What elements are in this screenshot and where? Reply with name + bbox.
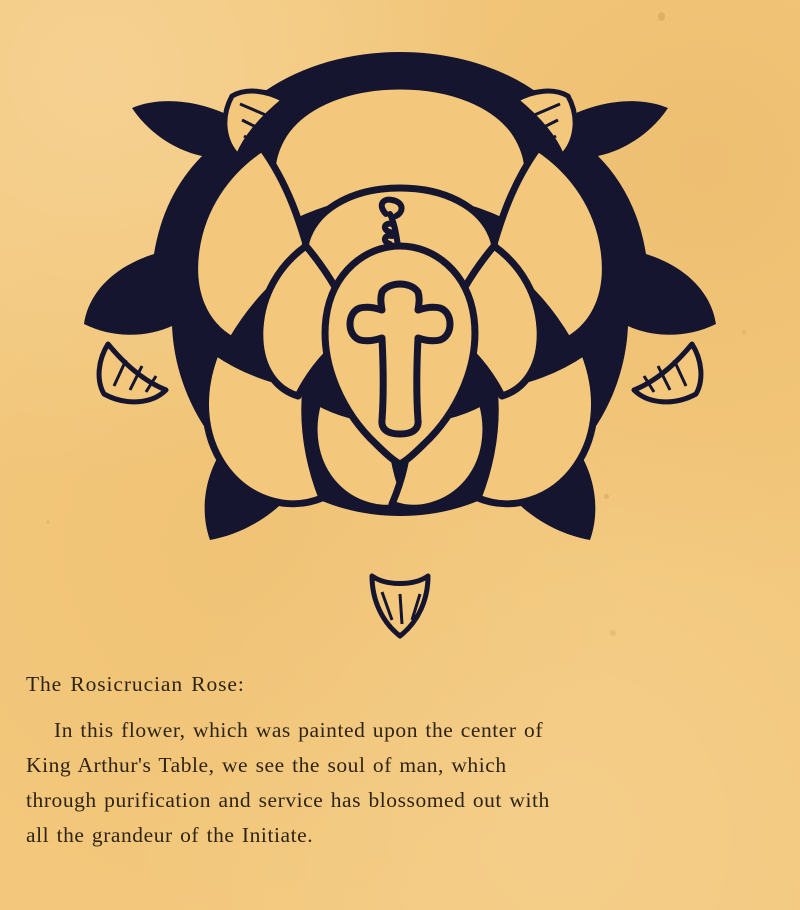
text-block <box>26 672 778 853</box>
leaf-right <box>634 344 701 402</box>
paragraph-line: all the grandeur of the Initiate. <box>26 823 314 847</box>
leaf-left <box>99 344 166 402</box>
figure-caption: The Rosicrucian Rose: <box>26 672 245 696</box>
leaf-bottom <box>372 576 428 636</box>
body-paragraph <box>26 713 778 853</box>
paragraph-line: In this flower, which was painted upon the center of <box>54 718 544 742</box>
paragraph-line: King Arthur's Table, we see the soul of man, which <box>26 753 507 777</box>
paragraph-line: through purification and service has blossomed out with <box>26 788 550 812</box>
